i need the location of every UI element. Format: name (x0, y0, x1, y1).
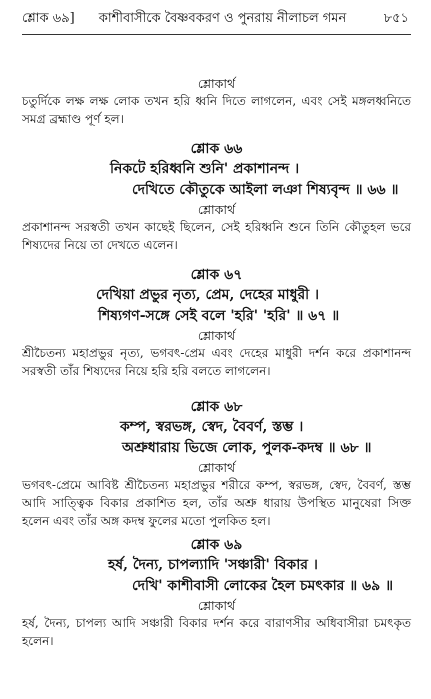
translation-heading: শ্লোকার্থ (197, 76, 236, 91)
translation-text: হর্ষ, দৈন্য, চাপল্য আদি সঞ্চারী বিকার দর্শন করে বারাণসীর অধিবাসীরা চমৎকৃত হলেন। (22, 616, 411, 648)
sloka-heading: শ্লোক ৬৬ (190, 141, 243, 157)
verse-line: কম্প, স্বরভঙ্গ, স্বেদ, বৈবর্ণ, স্তম্ভ । (120, 419, 304, 435)
verse-line: অশ্রুধারায় ভিজে লোক, পুলক-কদম্ব ॥ ৬৮ ॥ (122, 440, 372, 456)
verse-line: দেখি' কাশীবাসী লোকের হৈল চমৎকার ॥ ৬৯ ॥ (132, 578, 394, 594)
translation-text: প্রকাশানন্দ সরস্বতী তখন কাছেই ছিলেন, সেই হরিধ্বনি শুনে তিনি কৌতুহল ভরে শিষ্যদের নিয়ে তা দেখতে এলেন। (22, 220, 411, 252)
verse-line: দেখিয়া প্রভুর নৃত্য, প্রেম, দেহের মাধুরী । (96, 287, 320, 303)
verse-block (22, 266, 411, 380)
translation-heading: শ্লোকার্থ (197, 598, 236, 613)
verse-line: শিষ্যগণ-সঙ্গে সেই বলে 'হরি' 'হরি' ॥ ৬৭ ॥ (98, 308, 340, 324)
translation-text: শ্রীচৈতন্য মহাপ্রভুর নৃত্য, ভগবৎ-প্রেম এবং দেহের মাধুরী দর্শন করে প্রকাশানন্দ সরস্বতী তাঁর শিষ্যদের নিয়ে হরি হরি বলতে লাগলেন। (22, 346, 411, 378)
translation-block (22, 75, 411, 128)
running-chapter-title: কাশীবাসীকে বৈষ্ণবকরণ ও পুনরায় নীলাচল গমন (98, 11, 347, 26)
translation-heading: শ্লোকার্থ (197, 328, 236, 343)
sloka-heading: শ্লোক ৬৭ (190, 267, 243, 283)
sloka-heading: শ্লোক ৬৮ (190, 399, 243, 415)
running-verse-reference: শ্লোক ৬৯] (22, 11, 75, 26)
verse-line: নিকটে হরিধ্বনি শুনি' প্রকাশানন্দ । (110, 161, 300, 177)
verse-block (22, 140, 411, 254)
translation-heading: শ্লোকার্থ (197, 460, 236, 475)
verse-block (22, 398, 411, 530)
page-number: ৮৫১ (383, 11, 409, 26)
page-header (22, 8, 411, 35)
translation-heading: শ্লোকার্থ (197, 202, 236, 217)
verse-block (22, 536, 411, 650)
sloka-heading: শ্লোক ৬৯ (190, 537, 243, 553)
translation-text: চতুর্দিকে লক্ষ লক্ষ লোক তখন হরি ধ্বনি দিতে লাগলেন, এবং সেই মঙ্গলধ্বনিতে সমগ্র ব্রহ্মাণ্ড পূর্ণ হল। (22, 94, 411, 126)
verse-line: দেখিতে কৌতুকে আইলা লঞা শিষ্যবৃন্দ ॥ ৬৬ ॥ (132, 182, 399, 198)
verse-line: হর্ষ, দৈন্য, চাপল্যাদি 'সঞ্চারী' বিকার । (108, 557, 318, 573)
translation-text: ভগবৎ-প্রেমে আবিষ্ট শ্রীচৈতন্য মহাপ্রভুর শরীরে কম্প, স্বরভঙ্গ, স্বেদ, বৈবর্ণ, স্তম্ভ আদি সাত্ত্বিক বিকার প্রকাশিত হল, তাঁর অশ্রু ধারায় উপস্থিত মানুষেরা সিক্ত হলেন এবং তাঁর অঙ্গ কদম্ব ফুলের মতো পুলকিত হল। (22, 478, 411, 528)
